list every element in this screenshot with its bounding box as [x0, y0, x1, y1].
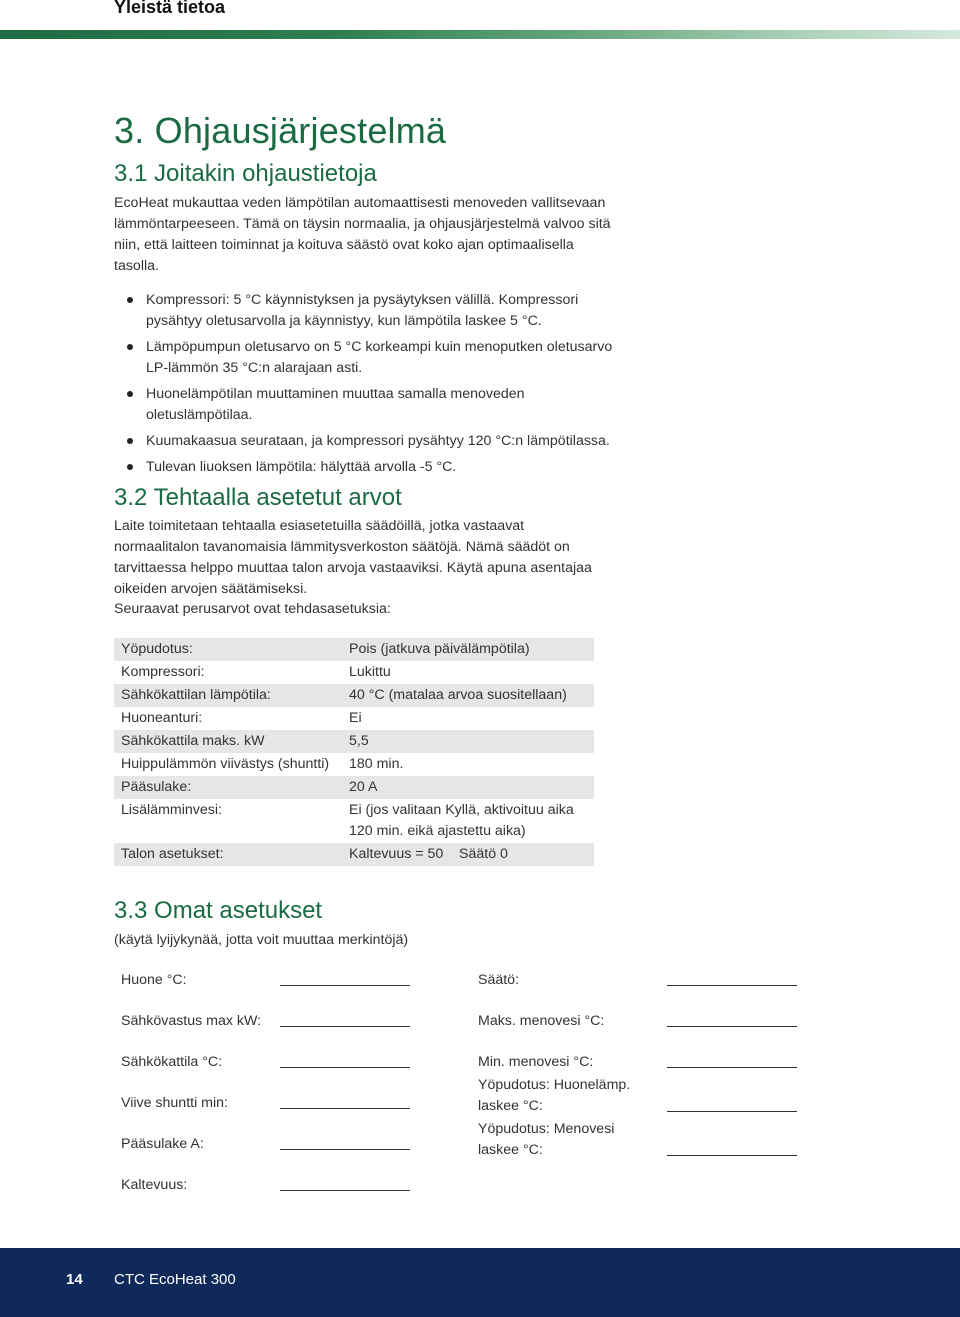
section-3-2-lead: Seuraavat perusarvot ovat tehdasasetuksia: — [114, 601, 391, 617]
bullet-item — [127, 457, 617, 478]
table-row — [114, 638, 594, 661]
section-3-1-intro: EcoHeat mukauttaa veden lämpötilan automaattisesti menoveden vallitsevaan lämmöntarpeeseen. Tämä on täysin normaalia, ja ohjausjärjestelmä valvoo sitä niin, että laitteen toiminnat ja koituva säästö ovat koko ajan optimaalisella tasolla. — [114, 195, 611, 274]
field-line-shunt-delay[interactable] — [280, 1108, 410, 1109]
table-row — [114, 661, 594, 684]
setting-value: Ei — [349, 710, 362, 726]
setting-label: Sähkökattila maks. kW — [121, 733, 265, 749]
setting-label: Talon asetukset: — [121, 846, 224, 862]
setting-value: Ei (jos valitaan Kyllä, aktivoituu aika 120 min. eikä ajastettu aika) — [349, 802, 574, 839]
table-row — [114, 776, 594, 799]
table-row — [114, 707, 594, 730]
setting-value: 40 °C (matalaa arvoa suositellaan) — [349, 687, 567, 703]
field-line-night-flow-drop[interactable] — [667, 1155, 797, 1156]
field-label-adjustment: Säätö: — [478, 972, 520, 988]
bullet-item — [127, 337, 617, 379]
section-3-2-intro: Laite toimitetaan tehtaalla esiasetetuilla säädöillä, jotka vastaavat normaalitalon tavanomaisia lämmitysverkoston säätöjä. Nämä säädöt on tarvittaessa helppo muuttaa talon arvoja vastaaviksi. Käytä apuna asentajaa oikeiden arvojen säätämiseksi. — [114, 518, 592, 597]
bullet-item — [127, 431, 617, 452]
field-line-adjustment[interactable] — [667, 985, 797, 986]
setting-value: 5,5 — [349, 733, 369, 749]
bullet-text: Tulevan liuoksen lämpötila: hälyttää arvolla -5 °C. — [146, 459, 457, 475]
setting-label: Huoneanturi: — [121, 710, 203, 726]
field-label-room-temp: Huone °C: — [121, 972, 187, 988]
setting-label: Lisälämminvesi: — [121, 802, 222, 818]
field-line-electric-heater-max[interactable] — [280, 1026, 410, 1027]
table-row — [114, 843, 594, 866]
table-row — [114, 730, 594, 753]
section-3-3-note: (käytä lyijykynää, jotta voit muuttaa merkintöjä) — [114, 932, 409, 948]
field-line-min-flow[interactable] — [667, 1067, 797, 1068]
section-3-2-title: 3.2 Tehtaalla asetetut arvot — [114, 484, 402, 511]
setting-label: Pääsulake: — [121, 779, 192, 795]
page-footer — [0, 1248, 960, 1317]
field-label-night-flow-drop: Yöpudotus: Menovesi laskee °C: — [478, 1121, 615, 1158]
bullet-dot-icon — [127, 297, 133, 303]
setting-label: Sähkökattilan lämpötila: — [121, 687, 271, 703]
bullet-dot-icon — [127, 464, 133, 470]
header-gradient-bar — [0, 30, 960, 39]
table-row — [114, 753, 594, 776]
field-label-night-room-drop: Yöpudotus: Huonelämp. laskee °C: — [478, 1077, 631, 1114]
field-label-boiler-temp: Sähkökattila °C: — [121, 1054, 223, 1070]
field-line-main-fuse[interactable] — [280, 1149, 410, 1150]
setting-value: 20 A — [349, 779, 378, 795]
field-line-slope[interactable] — [280, 1190, 410, 1191]
bullet-text: Kompressori: 5 °C käynnistyksen ja pysäytyksen välillä. Kompressori pysähtyy oletusarvolla ja käynnistyy, kun lämpötila laskee 5 °C. — [146, 292, 579, 329]
table-row — [114, 684, 594, 707]
section-3-title: 3. Ohjausjärjestelmä — [114, 110, 447, 151]
field-label-slope: Kaltevuus: — [121, 1177, 188, 1193]
setting-label: Huippulämmön viivästys (shuntti) — [121, 756, 330, 772]
footer-product-name: CTC EcoHeat 300 — [114, 1271, 236, 1288]
bullet-dot-icon — [127, 438, 133, 444]
setting-label: Kompressori: — [121, 664, 205, 680]
bullet-dot-icon — [127, 391, 133, 397]
page-number: 14 — [66, 1271, 83, 1288]
field-label-shunt-delay: Viive shuntti min: — [121, 1095, 228, 1111]
section-3-1-title: 3.1 Joitakin ohjaustietoja — [114, 160, 377, 187]
table-row — [114, 799, 594, 843]
field-label-main-fuse: Pääsulake A: — [121, 1136, 204, 1152]
section-3-1-bullet-list — [127, 290, 617, 483]
setting-label: Yöpudotus: — [121, 641, 193, 657]
section-3-3-title: 3.3 Omat asetukset — [114, 897, 323, 924]
bullet-item — [127, 384, 617, 426]
setting-value: 180 min. — [349, 756, 404, 772]
field-label-electric-heater-max: Sähkövastus max kW: — [121, 1013, 262, 1029]
field-line-boiler-temp[interactable] — [280, 1067, 410, 1068]
setting-value: Kaltevuus = 50 Säätö 0 — [349, 846, 508, 862]
bullet-item — [127, 290, 617, 332]
setting-value: Pois (jatkuva päivälämpötila) — [349, 641, 530, 657]
field-line-max-flow[interactable] — [667, 1026, 797, 1027]
page-header-title: Yleistä tietoa — [114, 0, 226, 17]
bullet-text: Lämpöpumpun oletusarvo on 5 °C korkeampi kuin menoputken oletusarvo LP-lämmön 35 °C:n alarajaan asti. — [146, 339, 613, 376]
factory-settings-table — [114, 638, 594, 866]
bullet-dot-icon — [127, 344, 133, 350]
field-label-min-flow: Min. menovesi °C: — [478, 1054, 594, 1070]
bullet-text: Kuumakaasua seurataan, ja kompressori pysähtyy 120 °C:n lämpötilassa. — [146, 433, 610, 449]
field-line-room-temp[interactable] — [280, 985, 410, 986]
setting-value: Lukittu — [349, 664, 391, 680]
bullet-text: Huonelämpötilan muuttaminen muuttaa samalla menoveden oletuslämpötilaa. — [146, 386, 525, 423]
field-label-max-flow: Maks. menovesi °C: — [478, 1013, 605, 1029]
field-line-night-room-drop[interactable] — [667, 1111, 797, 1112]
